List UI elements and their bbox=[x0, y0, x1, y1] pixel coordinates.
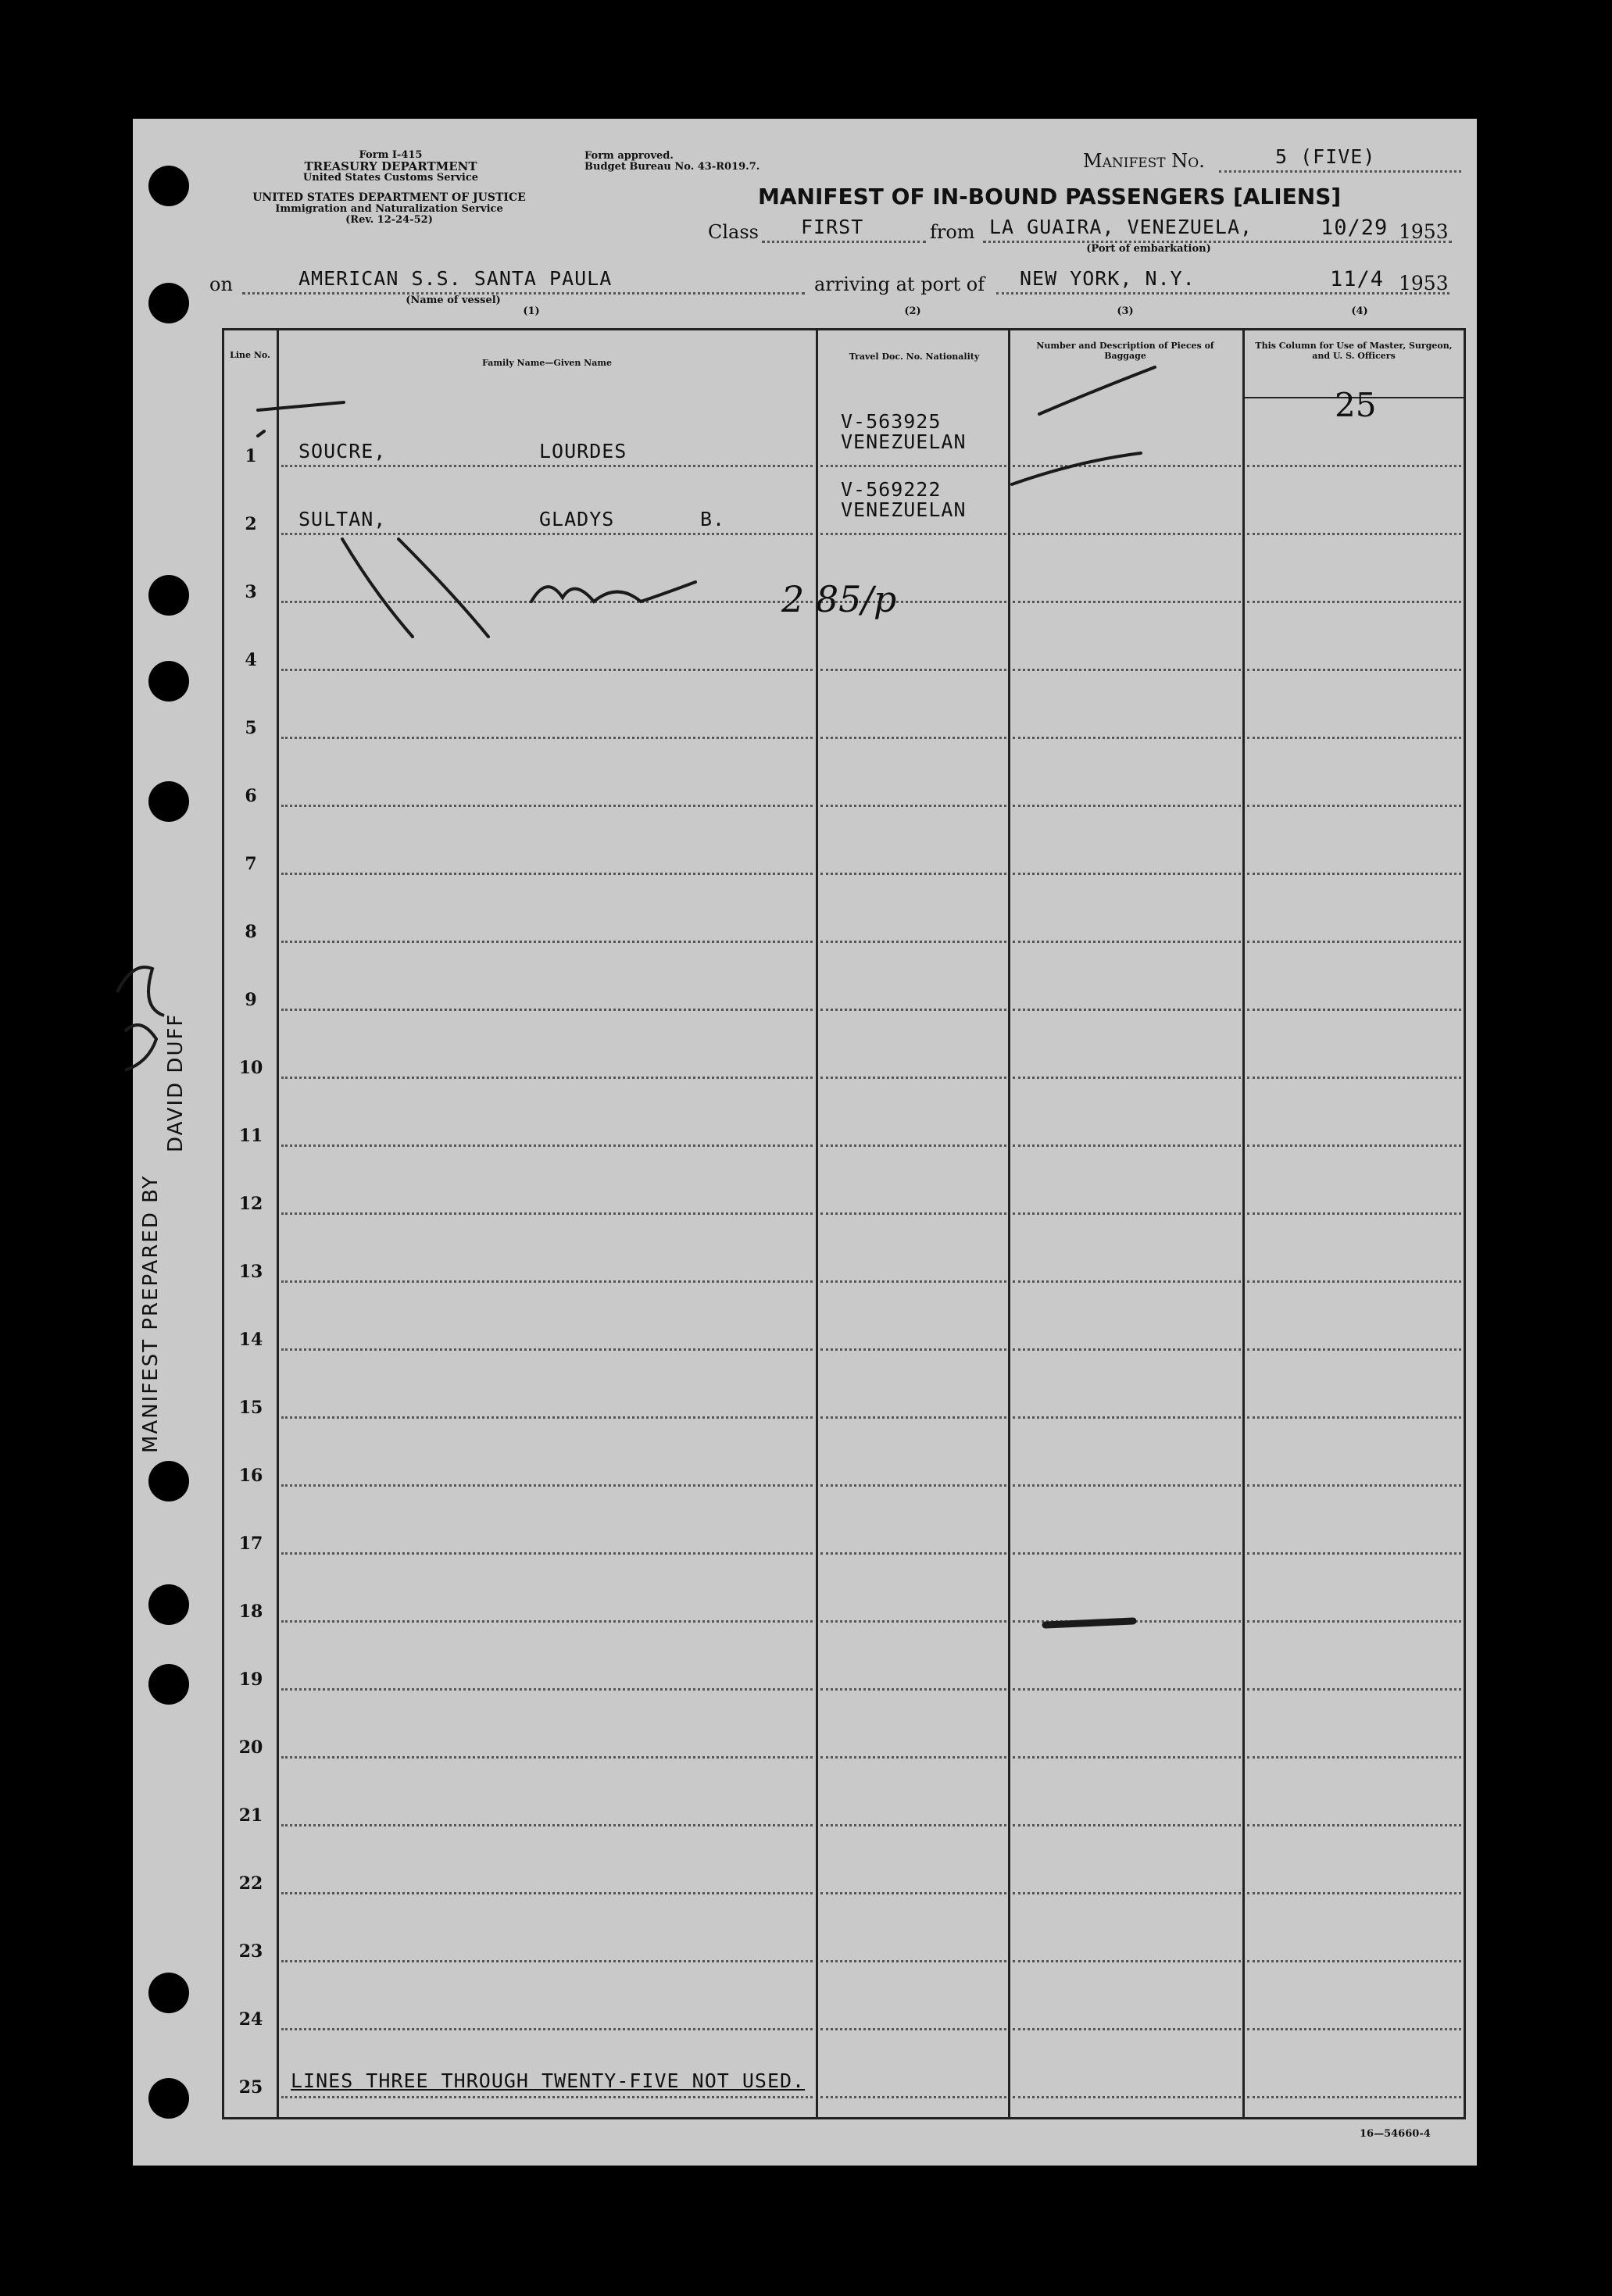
row-number: 3 bbox=[245, 582, 257, 602]
row-number: 8 bbox=[245, 922, 257, 942]
col-number-1: (1) bbox=[523, 305, 540, 317]
row-number: 20 bbox=[238, 1737, 263, 1758]
row-number: 18 bbox=[238, 1601, 263, 1622]
row-number: 14 bbox=[238, 1330, 263, 1350]
justice-dept: UNITED STATES DEPARTMENT OF JUSTICE bbox=[252, 191, 526, 204]
row-number: 25 bbox=[238, 2077, 263, 2098]
row-number: 10 bbox=[238, 1058, 263, 1078]
col-number-2: (2) bbox=[904, 305, 921, 317]
middle-initial: B. bbox=[700, 508, 726, 530]
row-number: 19 bbox=[238, 1669, 263, 1690]
embarkation-date: 10/29 bbox=[1321, 216, 1389, 240]
row-number: 11 bbox=[238, 1126, 263, 1146]
col-baggage: Number and Description of Pieces of Baggage bbox=[1036, 341, 1214, 361]
arrival-date: 11/4 bbox=[1330, 267, 1385, 291]
row-number: 9 bbox=[245, 990, 257, 1010]
row-number: 6 bbox=[245, 786, 257, 806]
from-label: from bbox=[930, 221, 975, 243]
page-title: MANIFEST OF IN-BOUND PASSENGERS [ALIENS] bbox=[758, 184, 1342, 209]
travel-doc-no: V-569222 bbox=[841, 478, 942, 501]
col-travel-doc: Travel Doc. No. Nationality bbox=[849, 352, 980, 362]
vessel-caption: (Name of vessel) bbox=[406, 295, 501, 306]
class-label: Class bbox=[708, 221, 759, 243]
travel-doc-no: V-563925 bbox=[841, 410, 942, 433]
row-number: 4 bbox=[245, 650, 257, 670]
row-number: 1 bbox=[245, 446, 257, 466]
col-officers: This Column for Use of Master, Surgeon, and U. S. Officers bbox=[1255, 341, 1453, 361]
form-revision: (Rev. 12-24-52) bbox=[345, 214, 433, 226]
nationality: VENEZUELAN bbox=[841, 430, 967, 453]
row-number: 16 bbox=[238, 1466, 263, 1486]
arrival-port: NEW YORK, N.Y. bbox=[1020, 267, 1196, 290]
given-name: GLADYS bbox=[539, 508, 615, 530]
row-number: 13 bbox=[238, 1262, 263, 1282]
given-name: LOURDES bbox=[539, 440, 627, 462]
col-line-no: Line No. bbox=[230, 350, 270, 360]
arrival-year: 1953 bbox=[1399, 272, 1449, 295]
budget-bureau: Budget Bureau No. 43-R019.7. bbox=[584, 161, 760, 173]
form-approved: Form approved. bbox=[584, 150, 674, 162]
embarkation-caption: (Port of embarkation) bbox=[1086, 243, 1211, 255]
row-number: 12 bbox=[238, 1194, 263, 1214]
officer-count: 25 bbox=[1335, 386, 1377, 424]
vessel-name: AMERICAN S.S. SANTA PAULA bbox=[298, 267, 613, 290]
family-name: SOUCRE, bbox=[298, 440, 387, 462]
embarkation-year: 1953 bbox=[1399, 220, 1449, 243]
handwritten-fee: 2 85/p bbox=[781, 578, 897, 620]
preparer-name: DAVID DUFF bbox=[164, 1012, 188, 1152]
row-number: 23 bbox=[238, 1941, 263, 1962]
lines-not-used-note: LINES THREE THROUGH TWENTY-FIVE NOT USED. bbox=[291, 2069, 806, 2092]
embarkation-port: LA GUAIRA, VENEZUELA, bbox=[989, 216, 1253, 238]
row-number: 17 bbox=[238, 1534, 263, 1554]
on-label: on bbox=[209, 273, 233, 295]
class-value: FIRST bbox=[801, 216, 864, 238]
row-number: 7 bbox=[245, 854, 257, 874]
row-number: 5 bbox=[245, 718, 257, 738]
manifest-no-label: Manifest No. bbox=[1083, 150, 1205, 172]
row-number: 24 bbox=[238, 2009, 263, 2030]
ins-service: Immigration and Naturalization Service bbox=[275, 203, 503, 215]
row-number: 22 bbox=[238, 1873, 263, 1894]
customs-service: United States Customs Service bbox=[302, 172, 479, 184]
family-name: SULTAN, bbox=[298, 508, 387, 530]
nationality: VENEZUELAN bbox=[841, 498, 967, 521]
col-number-4: (4) bbox=[1351, 305, 1368, 317]
col-number-3: (3) bbox=[1117, 305, 1134, 317]
manifest-no-value: 5 (FIVE) bbox=[1275, 145, 1376, 168]
prepared-by-label: MANIFEST PREPARED BY bbox=[139, 1174, 163, 1453]
arriving-label: arriving at port of bbox=[814, 273, 985, 295]
row-number: 2 bbox=[245, 514, 257, 534]
treasury-dept: TREASURY DEPARTMENT bbox=[304, 159, 477, 173]
form-code: 16—54660-4 bbox=[1360, 2128, 1431, 2140]
row-number: 15 bbox=[238, 1398, 263, 1418]
form-number: Form I-415 bbox=[359, 149, 423, 161]
col-name: Family Name—Given Name bbox=[482, 358, 612, 368]
row-number: 21 bbox=[238, 1805, 263, 1826]
